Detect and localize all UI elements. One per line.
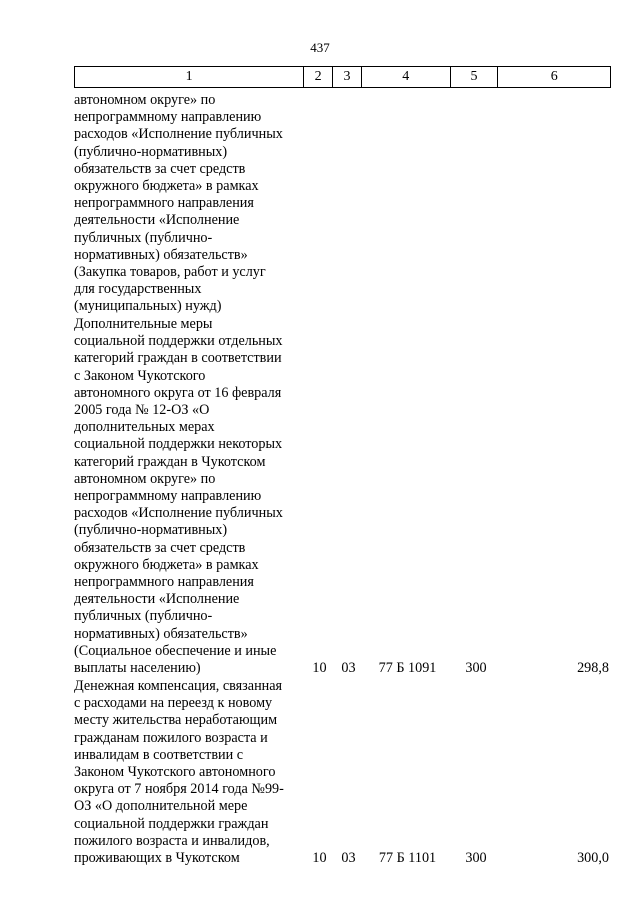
- row-2-amount: 298,8: [577, 660, 609, 676]
- row-2-section: 10: [312, 660, 327, 676]
- header-col-6: 6: [550, 69, 558, 84]
- row-3-description: Денежная компенсация, связанная с расходами на переезд к новому месту жительства неработающим гражданам пожилого возраста и инвалидам в соответствии с Законом Чукотского автономного округа от 7 ноября 2014 года №99- ОЗ «О дополнительной мере социальной поддержки граждан пожилого возраста и инвалидов, проживающих в Чукотском: [74, 678, 284, 867]
- row-3-subsection: 03: [341, 850, 356, 866]
- header-col-2: 2: [304, 67, 333, 87]
- row-2-target-code: 77 Б 1091: [378, 660, 437, 676]
- row-1-description: автономном округе» по непрограммному направлению расходов «Исполнение публичных (публично-нормативных) обязательств за счет средств окружного бюджета» в рамках непрограммного направления деятельности «Исполнение публичных (публично- нормативных) обязательств» (Закупка товаров, работ и услуг для государственных (муниципальных) нужд): [74, 92, 283, 315]
- header-col-4: 4: [362, 67, 451, 87]
- row-2-expense-type: 300: [465, 660, 487, 676]
- header-col-1: 1: [75, 67, 304, 87]
- table-header: [74, 66, 611, 88]
- page-number: 437: [310, 40, 330, 55]
- row-3-target-code: 77 Б 1101: [378, 850, 437, 866]
- header-col-5: 5: [451, 67, 499, 87]
- row-3-section: 10: [312, 850, 327, 866]
- row-3-amount: 300,0: [577, 850, 609, 866]
- row-2-subsection: 03: [341, 660, 356, 676]
- row-2-description: Дополнительные меры социальной поддержки отдельных категорий граждан в соответствии с Законом Чукотского автономного округа от 16 февраля 2005 года № 12-ОЗ «О дополнительных мерах социальной поддержки некоторых категорий граждан в Чукотском автономном округе» по непрограммному направлению расходов «Исполнение публичных (публично-нормативных) обязательств за счет средств окружного бюджета» в рамках непрограммного направления деятельности «Исполнение публичных (публично- нормативных) обязательств» (Социальное обеспечение и иные выплаты населению): [74, 316, 283, 677]
- row-3-expense-type: 300: [465, 850, 487, 866]
- header-col-3: 3: [333, 67, 362, 87]
